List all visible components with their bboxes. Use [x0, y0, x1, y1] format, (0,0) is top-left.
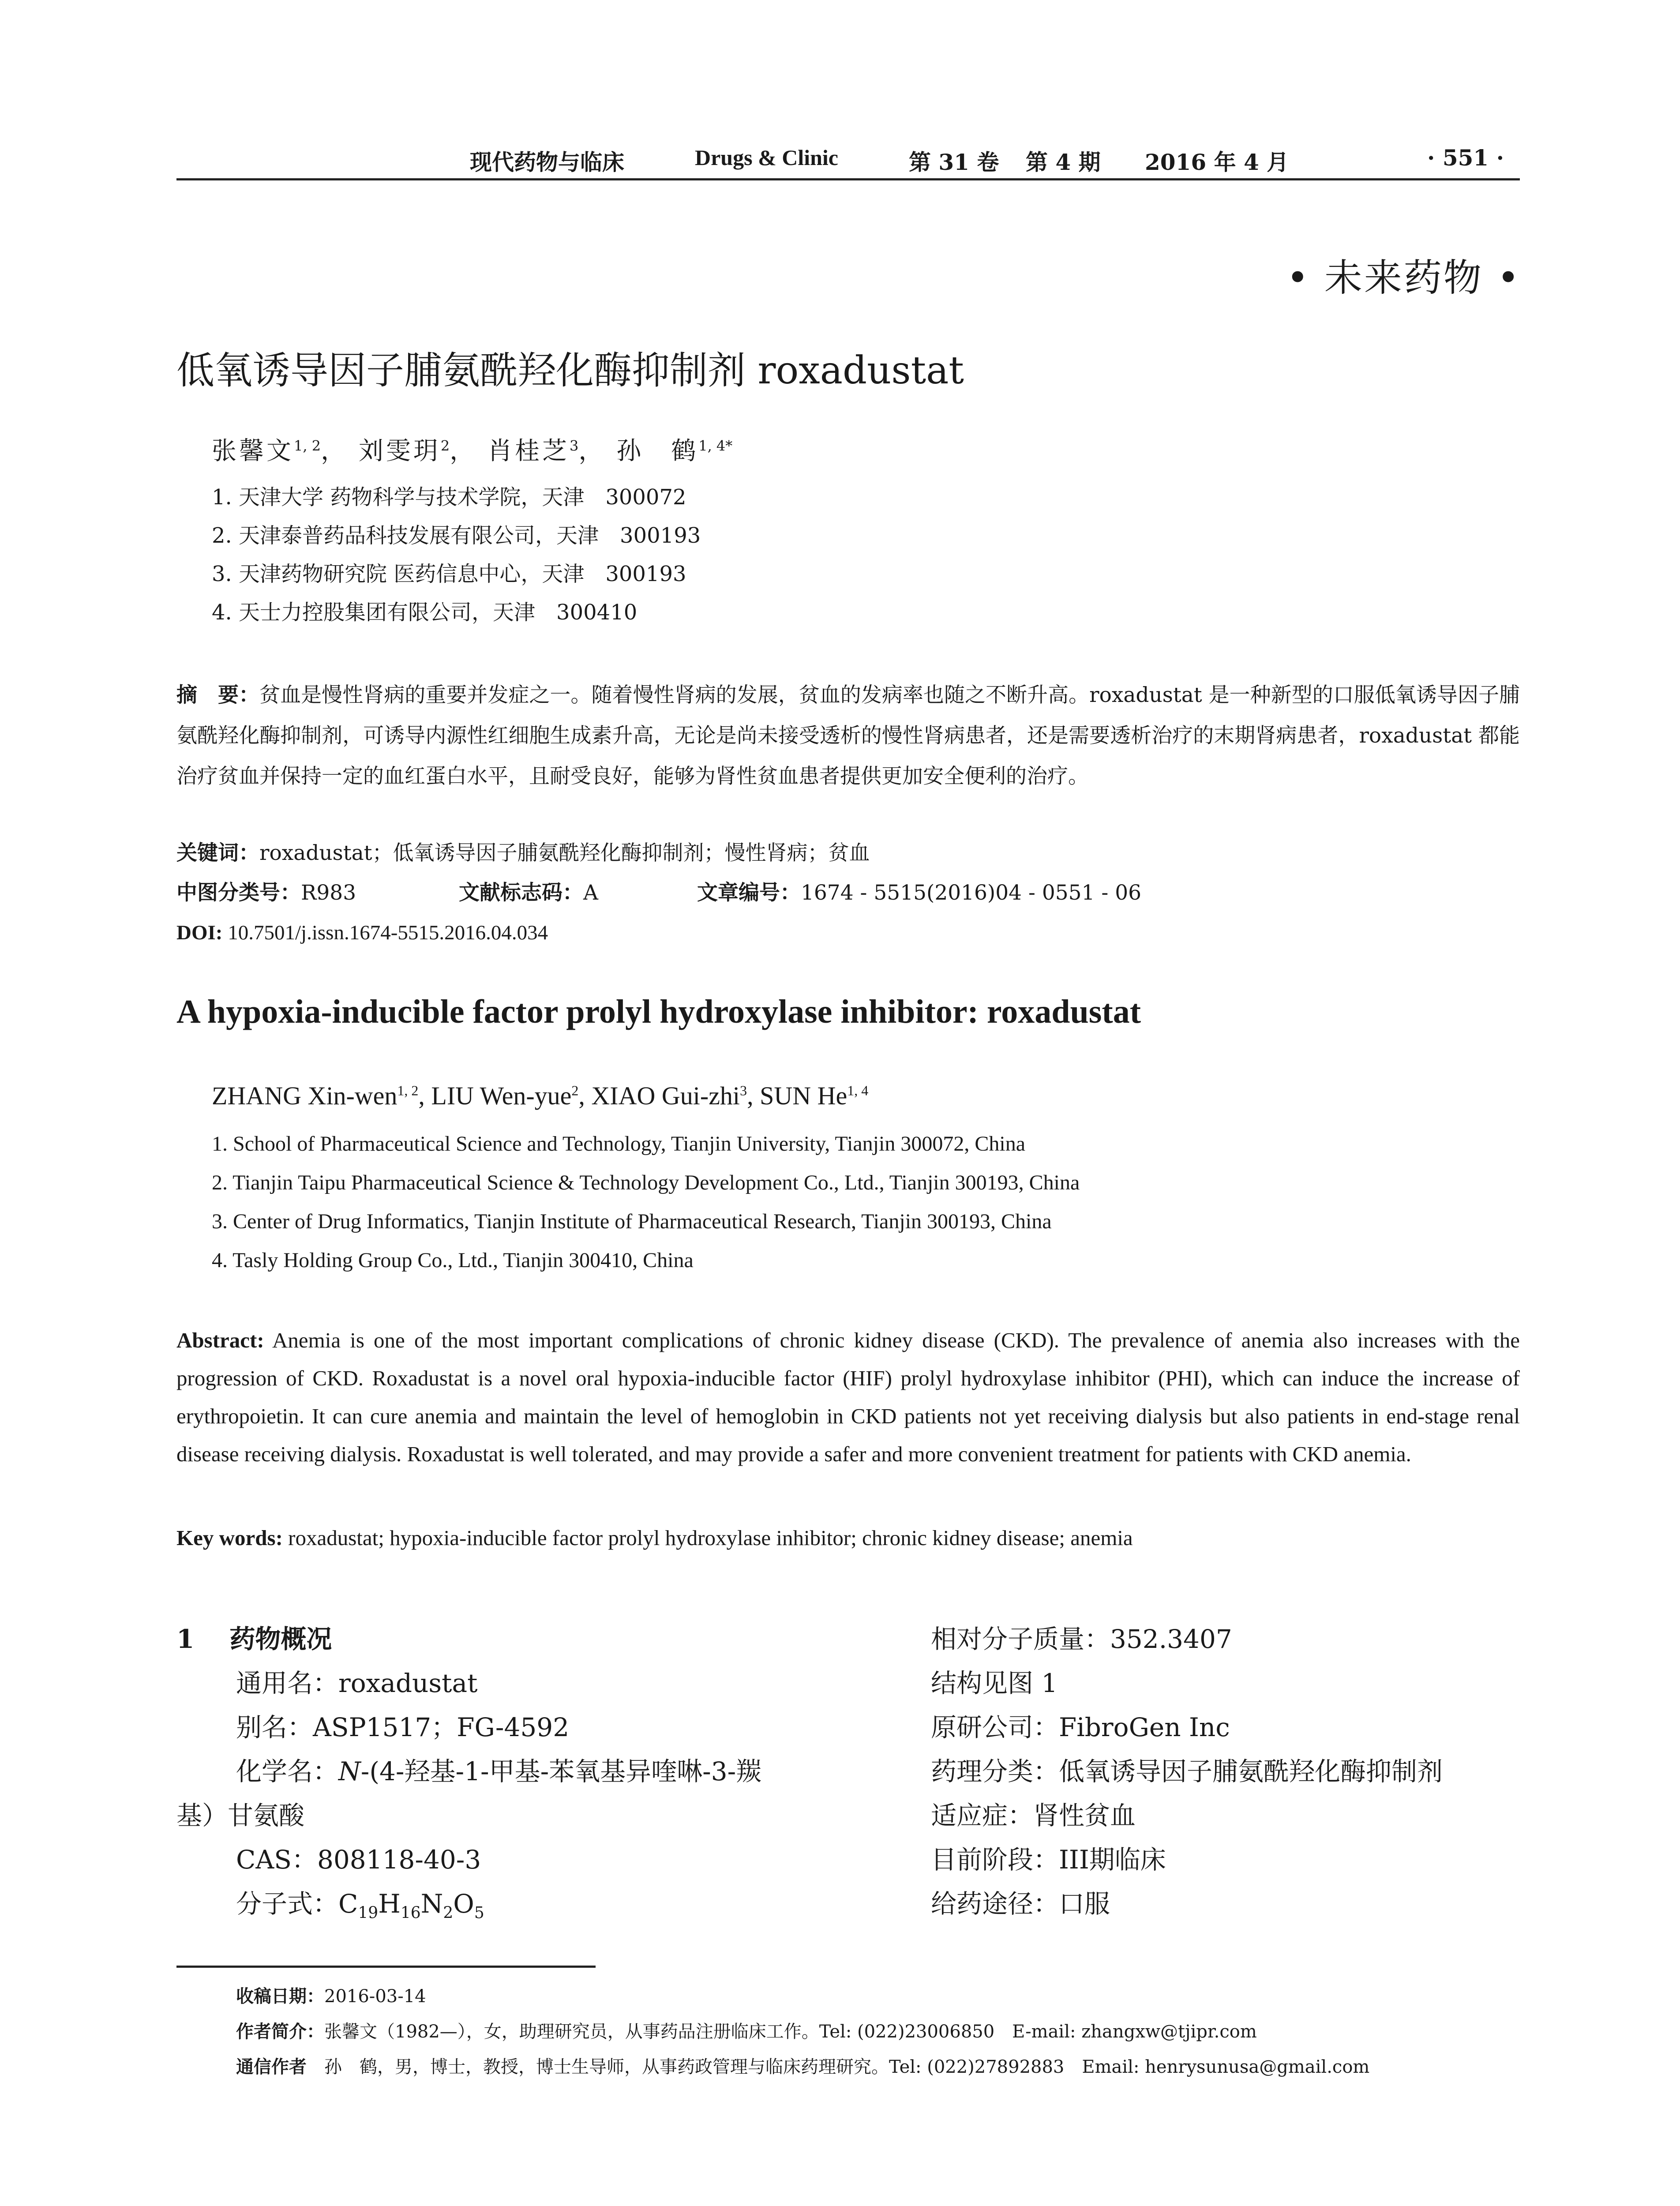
- doc-code-label: 文献标志码：: [459, 881, 583, 905]
- journal-name-en: Drugs & Clinic: [695, 145, 838, 170]
- journal-issue: 第 4 期: [1026, 149, 1101, 175]
- clc-label: 中图分类号：: [176, 881, 301, 905]
- formula-n-count: 2: [443, 1904, 454, 1922]
- section-number: 1: [176, 1624, 195, 1654]
- author-name-en: SUN He: [760, 1081, 848, 1110]
- affiliation-cn: 3. 天津药物研究院 医药信息中心，天津 300193: [212, 562, 686, 586]
- authors-en: ZHANG Xin-wen$^{1, 2}$, LIU Wen-yue$^2$, XIAO Gui-zhi$^3$, SUN He$^{1, 4}$: [212, 1081, 869, 1110]
- author-name-en: LIU Wen-yue: [431, 1081, 572, 1110]
- generic-name: 通用名：roxadustat: [236, 1668, 478, 1698]
- doi-label: DOI:: [176, 921, 223, 944]
- author-affil-sup: 3: [740, 1082, 747, 1099]
- chem-italic-n: N: [338, 1756, 361, 1786]
- footnote-label: 收稿日期：: [236, 1986, 324, 2007]
- chemical-name-line1: [236, 1751, 761, 1788]
- footnote-label: 作者简介：: [236, 2021, 324, 2042]
- page-number: · 551 ·: [1427, 145, 1504, 171]
- abstract-cn-label: 摘 要：: [176, 683, 260, 707]
- abstract-en-text: Anemia is one of the most important complications of chronic kidney disease (CKD). The prevalence of anemia also increases with the progression of CKD. Roxadustat is a novel oral hypoxia-inducible factor (HIF) prolyl hydroxylase inhibitor (PHI), which can induce the increase of erythropoietin. It can cure anemia and maintain the level of hemoglobin in CKD patients not yet receiving dialysis but also patients in end-stage renal disease receiving dialysis. Roxadustat is well tolerated, and may provide a safer and more convenient treatment for patients with CKD anemia.: [176, 1328, 1520, 1466]
- author-affil-sup: 2: [571, 1082, 579, 1099]
- formula-h: H: [378, 1889, 401, 1919]
- footnote-text: 张馨文（1982—），女，助理研究员，从事药品注册临床工作。Tel: (022)23006850 E-mail: zhangxw@tjipr.com: [324, 2022, 1257, 2042]
- author-name-en: XIAO Gui-zhi: [591, 1081, 740, 1110]
- author-name: 肖桂芝: [488, 437, 570, 465]
- footnote-author-bio: [236, 2018, 1257, 2043]
- doi-line: [176, 912, 1520, 953]
- journal-name-cn: 现代药物与临床: [470, 149, 624, 175]
- author-name-en: ZHANG Xin-wen: [212, 1081, 398, 1110]
- author-affil-sup: 1, 2: [397, 1082, 419, 1099]
- title-en: A hypoxia-inducible factor prolyl hydroxylase inhibitor: roxadustat: [176, 993, 1141, 1030]
- author-affil-sup: 1, 4: [847, 1082, 869, 1099]
- affiliation-en: 1. School of Pharmaceutical Science and Technology, Tianjin University, Tianjin 300072, China: [212, 1132, 1025, 1156]
- affiliation-en: 3. Center of Drug Informatics, Tianjin Institute of Pharmaceutical Research, Tianjin 300193, China: [212, 1210, 1052, 1233]
- section-heading: [176, 1618, 332, 1655]
- footnote-received: [236, 1982, 426, 2007]
- keywords-en-text: roxadustat; hypoxia-inducible factor prolyl hydroxylase inhibitor; chronic kidney disease; anemia: [288, 1526, 1133, 1550]
- structure-ref: 结构见图 1: [931, 1668, 1058, 1698]
- chem-label: 化学名：: [236, 1756, 339, 1786]
- footnote-corresponding: [236, 2053, 1369, 2078]
- alias: 别名：ASP1517；FG-4592: [236, 1712, 570, 1742]
- journal-volume: 第 31 卷: [909, 149, 999, 175]
- pharmacology-class: 药理分类：低氧诱导因子脯氨酰羟化酶抑制剂: [931, 1756, 1443, 1786]
- keywords-en-label: Key words:: [176, 1526, 283, 1550]
- cas-number: CAS：808118-40-3: [236, 1845, 481, 1875]
- abstract-en-label: Abstract:: [176, 1328, 264, 1352]
- author-affil-sup: 1, 4*: [698, 437, 733, 454]
- formula-label: 分子式：: [236, 1889, 339, 1919]
- abstract-cn-text: 贫血是慢性肾病的重要并发症之一。随着慢性肾病的发展，贫血的发病率也随之不断升高。roxadustat 是一种新型的口服低氧诱导因子脯氨酰羟化酶抑制剂，可诱导内源性红细胞生成素升高，无论是尚未接受透析的慢性肾病患者，还是需要透析治疗的末期肾病患者，roxadustat 都能治疗贫血并保持一定的血红蛋白水平，且耐受良好，能够为肾性贫血患者提供更加安全便利的治疗。: [176, 683, 1520, 788]
- chemical-name-line2: 基）甘氨酸: [176, 1801, 305, 1831]
- author-name: 孙 鹤: [616, 437, 699, 465]
- keywords-cn: [176, 833, 1520, 874]
- formula-c-count: 19: [358, 1904, 379, 1922]
- section-title: 药物概况: [229, 1624, 332, 1654]
- abstract-cn: [176, 675, 1520, 797]
- author-affil-sup: 2: [440, 437, 450, 454]
- authors-cn: 张馨文$^{1, 2}$， 刘雯玥$^2$， 肖桂芝$^3$， 孙 鹤$^{1, 4*}$: [212, 437, 733, 465]
- keywords-cn-text: roxadustat；低氧诱导因子脯氨酰羟化酶抑制剂；慢性肾病；贫血: [259, 841, 870, 865]
- chem-rest: -(4-羟基-1-甲基-苯氧基异喹啉-3-羰: [360, 1756, 762, 1786]
- molecular-weight: 相对分子质量：352.3407: [931, 1624, 1232, 1654]
- affiliation-cn: 4. 天士力控股集团有限公司，天津 300410: [212, 600, 638, 625]
- formula-n: N: [420, 1889, 443, 1919]
- header-rule: [176, 178, 1520, 180]
- originator: 原研公司：FibroGen Inc: [931, 1712, 1230, 1742]
- article-id-value: 1674 - 5515(2016)04 - 0551 - 06: [801, 881, 1142, 905]
- footnote-label: 通信作者: [236, 2056, 307, 2077]
- doc-code-value: A: [583, 881, 598, 905]
- author-affil-sup: 3: [570, 437, 579, 454]
- author-affil-sup: 1, 2: [294, 437, 321, 454]
- affiliation-en: 4. Tasly Holding Group Co., Ltd., Tianjin 300410, China: [212, 1249, 694, 1272]
- affiliation-cn: 2. 天津泰普药品科技发展有限公司，天津 300193: [212, 523, 701, 548]
- affiliation-en: 2. Tianjin Taipu Pharmaceutical Science & Technology Development Co., Ltd., Tianjin 300193, China: [212, 1171, 1080, 1194]
- running-header: [176, 140, 1520, 180]
- author-name: 刘雯玥: [358, 437, 441, 465]
- affiliation-cn: 1. 天津大学 药物科学与技术学院，天津 300072: [212, 485, 686, 510]
- molecular-formula: [236, 1883, 484, 1922]
- footnote-text: 2016-03-14: [324, 1986, 426, 2007]
- author-name: 张馨文: [212, 437, 294, 465]
- doi-value: 10.7501/j.issn.1674-5515.2016.04.034: [228, 921, 548, 944]
- keywords-en: [176, 1518, 1520, 1558]
- formula-o-count: 5: [474, 1904, 484, 1922]
- current-phase: 目前阶段：III期临床: [931, 1845, 1166, 1875]
- formula-h-count: 16: [400, 1904, 421, 1922]
- abstract-en: [176, 1321, 1520, 1473]
- footnote-text: 孙 鹤，男，博士，教授，博士生导师，从事药政管理与临床药理研究。Tel: (022)27892883 Email: henrysunusa@gmail.com: [307, 2057, 1370, 2077]
- keywords-cn-label: 关键词：: [176, 841, 259, 865]
- column-tag: • 未来药物 •: [1286, 256, 1521, 300]
- article-id-label: 文章编号：: [697, 881, 801, 905]
- formula-o: O: [453, 1889, 474, 1919]
- indication: 适应症：肾性贫血: [931, 1801, 1136, 1831]
- footnote-rule: [176, 1966, 596, 1968]
- title-cn: 低氧诱导因子脯氨酰羟化酶抑制剂 roxadustat: [176, 349, 964, 393]
- formula-c: C: [338, 1889, 358, 1919]
- journal-date: 2016 年 4 月: [1145, 149, 1289, 175]
- clc-value: R983: [301, 881, 356, 905]
- route: 给药途径：口服: [931, 1889, 1110, 1919]
